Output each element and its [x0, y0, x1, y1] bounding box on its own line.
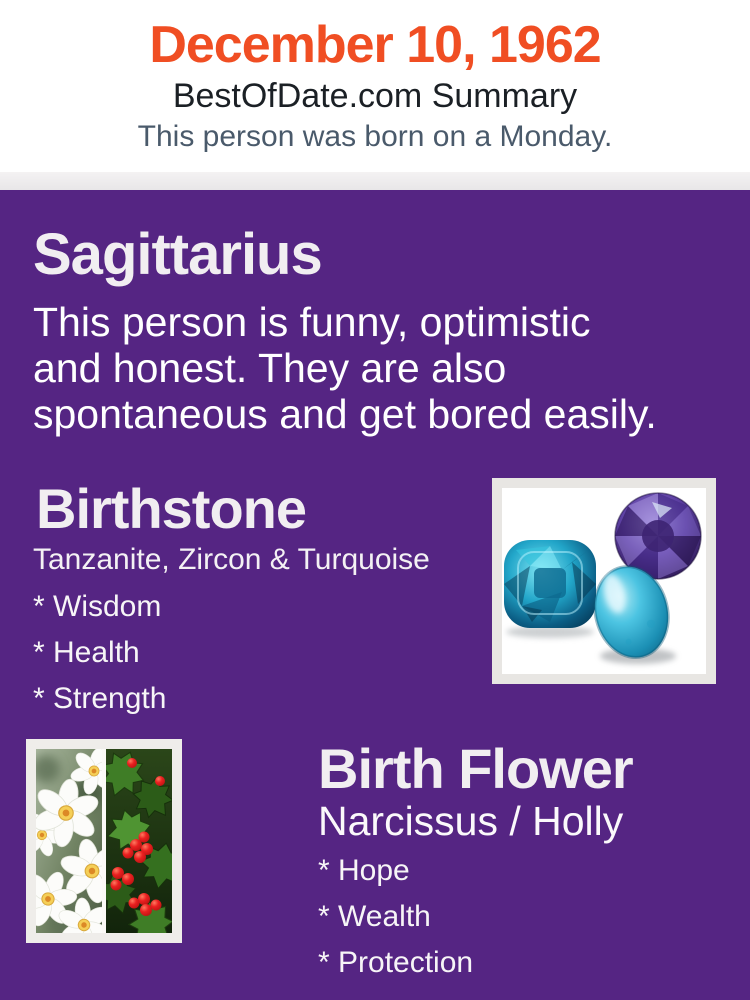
gemstones-illustration — [502, 488, 706, 674]
zodiac-section — [33, 190, 750, 438]
birthstone-names: Tanzanite, Zircon & Turquoise — [33, 543, 430, 577]
birthstone-photo — [492, 478, 716, 684]
trait-item: * Protection — [318, 945, 474, 979]
site-summary-title: BestOfDate.com Summary — [172, 76, 578, 115]
birth-flower-photo — [26, 739, 182, 943]
summary-body — [0, 190, 750, 1000]
zodiac-sign-title: Sagittarius — [33, 222, 322, 287]
zodiac-description-line: and honest. They are also — [33, 344, 507, 391]
birth-flower-title: Birth Flower — [318, 736, 633, 800]
zodiac-description-line: spontaneous and get bored easily. — [33, 390, 657, 437]
zodiac-description — [33, 300, 750, 438]
trait-item: * Strength — [33, 681, 167, 715]
trait-item: * Wisdom — [33, 589, 162, 623]
trait-item: * Health — [33, 635, 140, 669]
divider-bar — [0, 172, 750, 190]
birth-flower-names: Narcissus / Holly — [318, 797, 624, 844]
birthstone-title: Birthstone — [36, 476, 306, 540]
header — [0, 0, 750, 172]
born-day-text: This person was born on a Monday. — [137, 119, 613, 153]
zodiac-description-line: This person is funny, optimistic — [33, 298, 591, 345]
trait-item: * Wealth — [318, 899, 431, 933]
birth-flower-traits-list — [318, 853, 750, 979]
date-title: December 10, 1962 — [149, 16, 601, 74]
trait-item: * Hope — [318, 853, 410, 887]
flowers-illustration — [36, 749, 172, 933]
